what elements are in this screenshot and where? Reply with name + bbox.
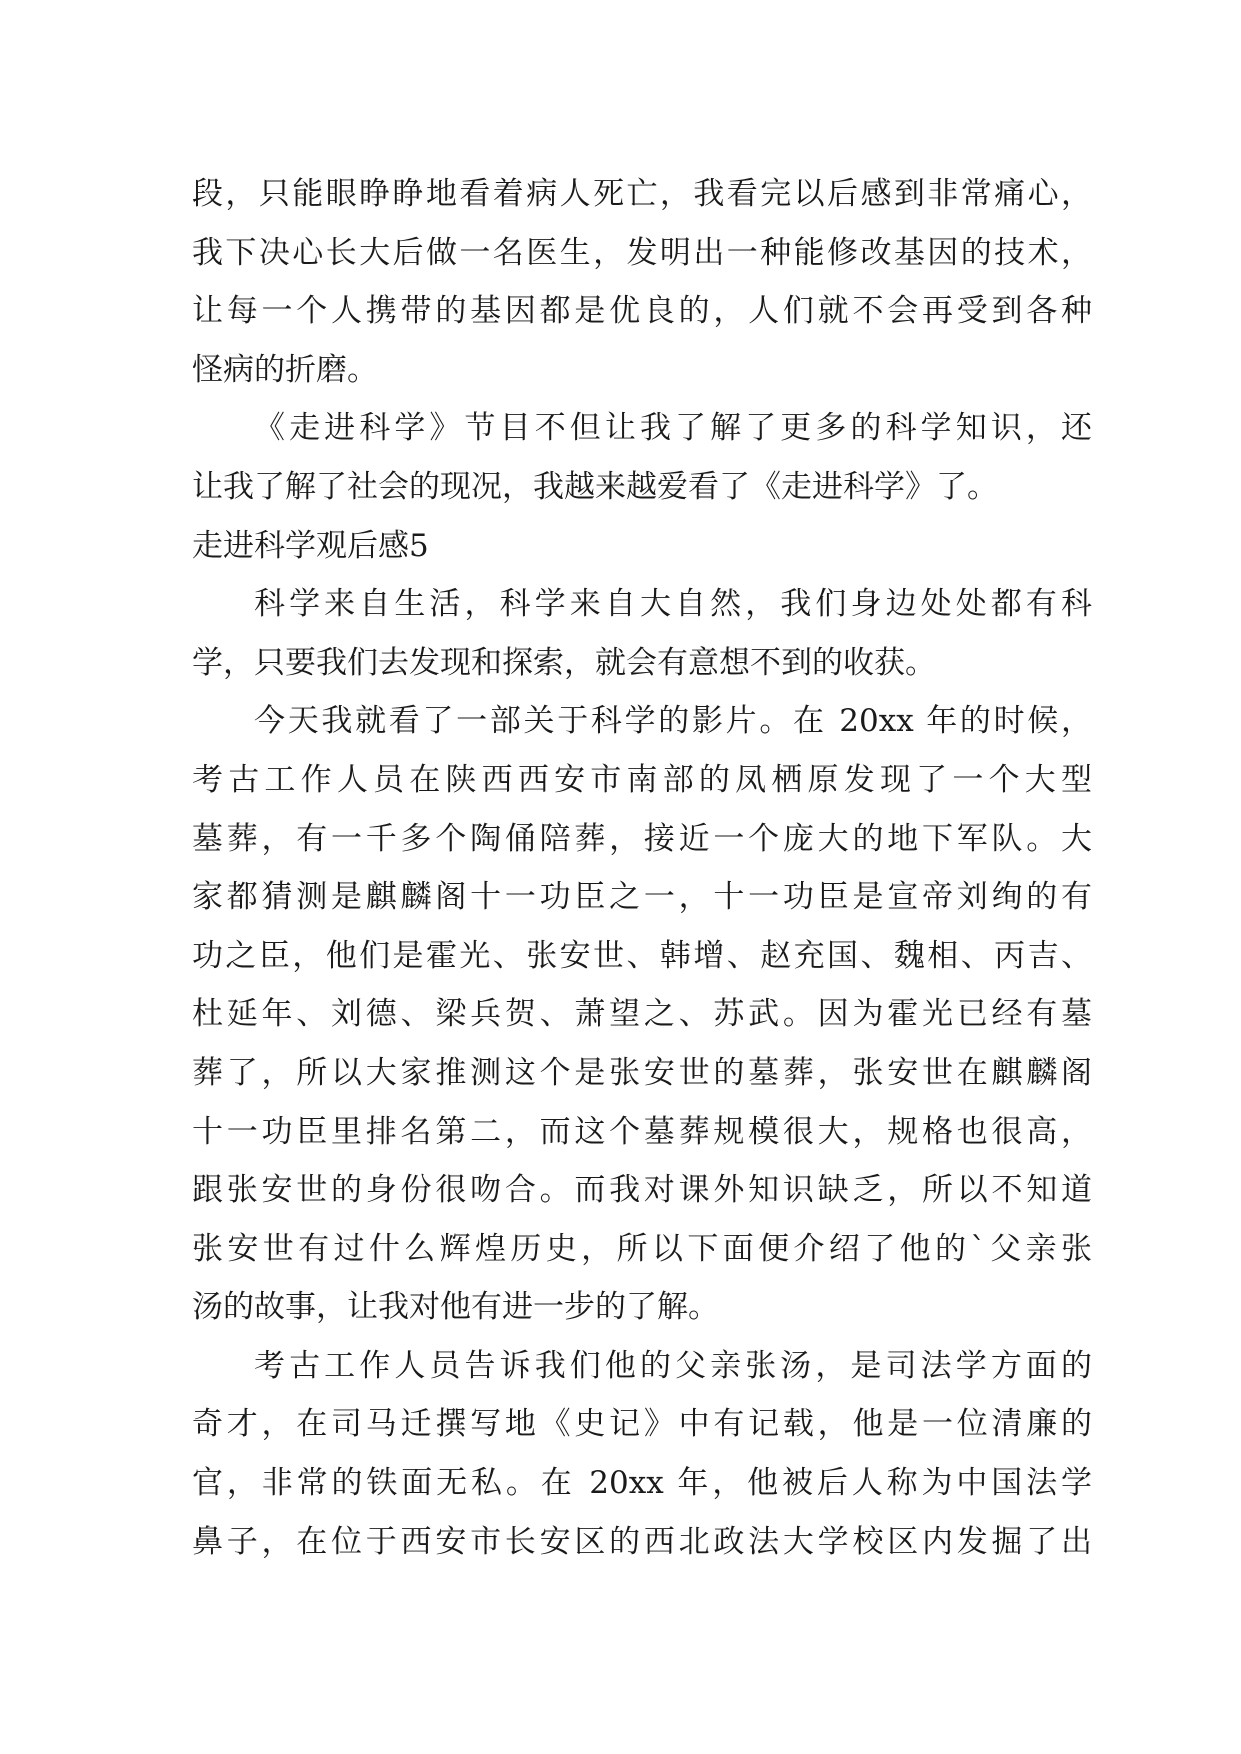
heading-text: 走进科学观后感5 [192, 527, 429, 564]
text-line: 张安世有过什么辉煌历史，所以下面便介绍了他的`父亲张 [192, 1230, 1092, 1267]
text-line: 葬了，所以大家推测这个是张安世的墓葬，张安世在麒麟阁 [192, 1054, 1092, 1091]
text-line: 家都猜测是麒麟阁十一功臣之一，十一功臣是宣帝刘绚的有 [192, 879, 1092, 916]
text-line: 鼻子，在位于西安市长安区的西北政法大学校区内发掘了出 [192, 1523, 1092, 1560]
text-line: 让我了解了社会的现况，我越来越爱看了《走进科学》了。 [192, 468, 998, 505]
section-heading [192, 517, 1092, 576]
text-line: 考古工作人员告诉我们他的父亲张汤，是司法学方面的 [254, 1347, 1092, 1384]
text-line: 十一功臣里排名第二，而这个墓葬规模很大，规格也很高， [192, 1113, 1092, 1150]
text-line: 我下决心长大后做一名医生，发明出一种能修改基因的技术， [192, 234, 1092, 271]
document-body [192, 165, 1092, 1571]
text-line: 今天我就看了一部关于科学的影片。在 20xx 年的时候， [254, 703, 1092, 740]
text-line: 功之臣，他们是霍光、张安世、韩增、赵充国、魏相、丙吉、 [192, 937, 1092, 974]
text-line: 怪病的折磨。 [192, 351, 378, 388]
text-line: 奇才，在司马迁撰写地《史记》中有记载，他是一位清廉的 [192, 1406, 1092, 1443]
paragraph [192, 1337, 1092, 1571]
text-line: 墓葬，有一千多个陶俑陪葬，接近一个庞大的地下军队。大 [192, 820, 1092, 857]
text-line: 汤的故事，让我对他有进一步的了解。 [192, 1289, 719, 1326]
text-line: 考古工作人员在陕西西安市南部的凤栖原发现了一个大型 [192, 761, 1092, 798]
paragraph [192, 399, 1092, 516]
text-line: 段，只能眼睁睁地看着病人死亡，我看完以后感到非常痛心， [192, 176, 1092, 212]
paragraph [192, 575, 1092, 692]
text-line: 让每一个人携带的基因都是优良的，人们就不会再受到各种 [192, 293, 1092, 330]
paragraph [192, 165, 1092, 399]
paragraph [192, 692, 1092, 1337]
text-line: 跟张安世的身份很吻合。而我对课外知识缺乏，所以不知道 [192, 1172, 1092, 1209]
text-line: 学，只要我们去发现和探索，就会有意想不到的收获。 [192, 644, 936, 681]
text-line: 《走进科学》节目不但让我了解了更多的科学知识，还 [254, 410, 1092, 447]
text-line: 科学来自生活，科学来自大自然，我们身边处处都有科 [254, 586, 1092, 623]
text-line: 官，非常的铁面无私。在 20xx 年，他被后人称为中国法学 [192, 1465, 1092, 1502]
text-line: 杜延年、刘德、梁兵贺、萧望之、苏武。因为霍光已经有墓 [192, 996, 1092, 1033]
